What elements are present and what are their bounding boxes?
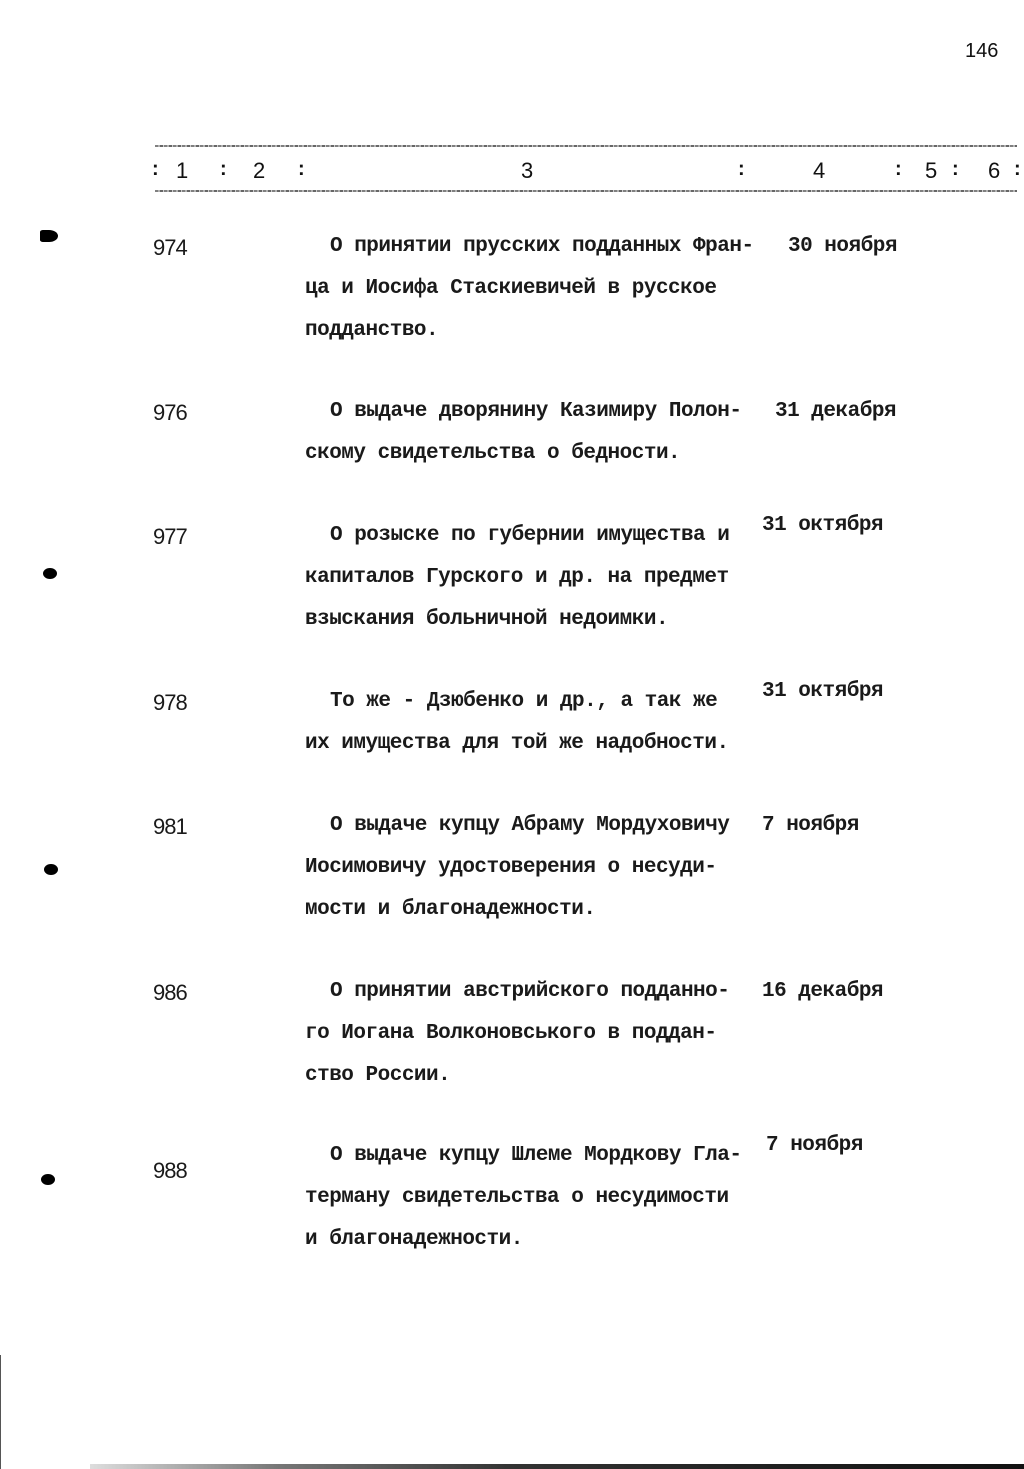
entry-text-line: О выдаче дворянину Казимиру Полон-	[330, 400, 742, 423]
entry-text-line: и благонадежности.	[305, 1228, 523, 1251]
entry-text-line: ца и Иосифа Стаскиевичей в русское	[305, 277, 717, 300]
column-separator: :	[298, 158, 305, 180]
entry-text-line: То же - Дзюбенко и др., а так же	[330, 690, 718, 713]
entry-date: 7 ноября	[762, 814, 859, 837]
entry-date: 7 ноября	[766, 1134, 863, 1157]
entry-text-line: подданство.	[305, 319, 439, 342]
entry-text-line: О выдаче купцу Абраму Мордуховичу	[330, 814, 730, 837]
entry-text-line: скому свидетельства о бедности.	[305, 442, 681, 465]
column-header-3: 3	[521, 158, 534, 183]
entry-text-line: О розыске по губернии имущества и	[330, 524, 730, 547]
entry-text-line: капиталов Гурского и др. на предмет	[305, 566, 729, 589]
column-separator: :	[220, 158, 227, 180]
entry-number: 974	[153, 235, 187, 260]
header-top-rule	[155, 145, 1017, 147]
entry-date: 31 октября	[762, 680, 884, 703]
column-separator: :	[895, 158, 902, 180]
scan-edge-bottom	[90, 1464, 1024, 1469]
column-header-2: 2	[253, 158, 266, 183]
entry-date: 16 декабря	[762, 980, 884, 1003]
entry-number: 978	[153, 690, 187, 715]
binding-hole-mark-icon	[43, 568, 57, 579]
entry-text-line: го Иогана Волконовського в поддан-	[305, 1022, 717, 1045]
entry-text-line: Иосимовичу удостоверения о несуди-	[305, 856, 717, 879]
column-header-row	[0, 158, 1024, 186]
entry-text-line: взыскания больничной недоимки.	[305, 608, 669, 631]
entry-text-line: их имущества для той же надобности.	[305, 732, 729, 755]
binding-hole-mark-icon	[44, 864, 58, 875]
column-header-5: 5	[925, 158, 938, 183]
column-separator: :	[952, 158, 959, 180]
binding-hole-mark-icon	[40, 230, 58, 242]
column-header-6: 6	[988, 158, 1001, 183]
entry-number: 976	[153, 400, 187, 425]
column-separator: :	[1014, 158, 1021, 180]
entry-text-line: О принятии австрийского подданно-	[330, 980, 730, 1003]
column-separator: :	[152, 158, 159, 180]
entry-text-line: О выдаче купцу Шлеме Мордкову Гла-	[330, 1144, 742, 1167]
binding-hole-mark-icon	[41, 1174, 55, 1185]
entry-date: 30 ноября	[788, 235, 897, 258]
entry-number: 981	[153, 814, 187, 839]
entry-text-line: О принятии прусских подданных Фран-	[330, 235, 754, 258]
header-bottom-rule	[155, 190, 1017, 192]
scan-edge-left	[0, 1355, 1, 1469]
page-number: 146	[965, 40, 999, 62]
entry-number: 988	[153, 1158, 187, 1183]
column-header-1: 1	[176, 158, 189, 183]
entry-date: 31 декабря	[775, 400, 897, 423]
entry-text-line: терману свидетельства о несудимости	[305, 1186, 729, 1209]
entry-date: 31 октября	[762, 514, 884, 537]
entry-text-line: мости и благонадежности.	[305, 898, 596, 921]
entry-number: 986	[153, 980, 187, 1005]
column-header-4: 4	[813, 158, 826, 183]
column-separator: :	[738, 158, 745, 180]
entry-text-line: ство России.	[305, 1064, 451, 1087]
entry-number: 977	[153, 524, 187, 549]
